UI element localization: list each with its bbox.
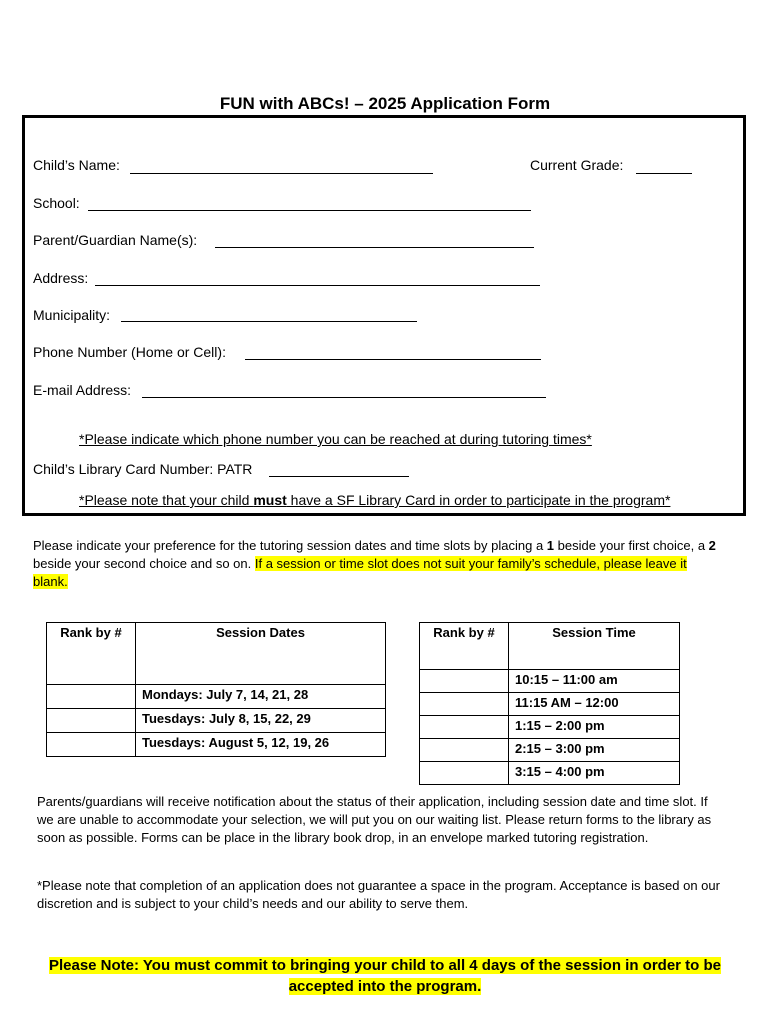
library-card-field[interactable]: [269, 476, 409, 477]
date-rank-cell[interactable]: [47, 685, 136, 709]
email-field[interactable]: [142, 397, 546, 398]
child-name-field[interactable]: [130, 173, 433, 174]
disclaimer-paragraph: *Please note that completion of an application does not guarantee a space in the program. Acceptance is based on our discretion and is subject to your child’s needs and our ability to serve them.: [37, 878, 720, 911]
dates-rank-header: Rank by #: [47, 623, 136, 685]
address-label: Address:: [33, 270, 89, 286]
times-header: Session Time: [509, 623, 680, 670]
time-rank-cell[interactable]: [420, 739, 509, 762]
phone-note: *Please indicate which phone number you can be reached at during tutoring times*: [79, 431, 592, 447]
preference-highlight: If a session or time slot does not suit your family’s schedule, please leave it blank.: [33, 556, 687, 589]
school-label: School:: [33, 195, 80, 211]
date-rank-cell[interactable]: [47, 709, 136, 733]
date-row: Mondays: July 7, 14, 21, 28: [136, 685, 386, 709]
applicant-info-box: [22, 115, 746, 516]
school-field[interactable]: [88, 210, 531, 211]
time-row: 3:15 – 4:00 pm: [509, 762, 680, 785]
time-row: 11:15 AM – 12:00: [509, 693, 680, 716]
times-rank-header: Rank by #: [420, 623, 509, 670]
notification-paragraph: Parents/guardians will receive notification about the status of their application, including session date and time slot. If we are unable to accommodate your selection, we will put you on our waiting list. Please return forms to the library as soon as possible. Forms can be place in the library book drop, in an envelope marked tutoring registration.: [37, 794, 712, 845]
guardian-label: Parent/Guardian Name(s):: [33, 232, 198, 248]
guardian-field[interactable]: [215, 247, 534, 248]
date-row: Tuesdays: August 5, 12, 19, 26: [136, 733, 386, 757]
municipality-label: Municipality:: [33, 307, 111, 323]
phone-label: Phone Number (Home or Cell):: [33, 344, 226, 360]
time-rank-cell[interactable]: [420, 670, 509, 693]
date-rank-cell[interactable]: [47, 733, 136, 757]
library-card-label: Child’s Library Card Number: PATR: [33, 461, 253, 477]
dates-header: Session Dates: [136, 623, 386, 685]
session-dates-table: [46, 622, 386, 757]
time-rank-cell[interactable]: [420, 693, 509, 716]
child-name-label: Child’s Name:: [33, 157, 120, 173]
form-title: FUN with ABCs! – 2025 Application Form: [219, 94, 551, 113]
current-grade-field[interactable]: [636, 173, 692, 174]
time-row: 1:15 – 2:00 pm: [509, 716, 680, 739]
email-label: E-mail Address:: [33, 382, 132, 398]
time-row: 10:15 – 11:00 am: [509, 670, 680, 693]
date-row: Tuesdays: July 8, 15, 22, 29: [136, 709, 386, 733]
time-row: 2:15 – 3:00 pm: [509, 739, 680, 762]
time-rank-cell[interactable]: [420, 716, 509, 739]
municipality-field[interactable]: [121, 321, 417, 322]
preference-instructions: Please indicate your preference for the tutoring session dates and time slots by placing a 1 beside your first choice, a 2 beside your second choice and so on. If a session or time slot does not suit your family’s schedule, please leave it blank.: [33, 538, 716, 589]
commitment-note: Please Note: You must commit to bringing your child to all 4 days of the session in order to be accepted into the program.: [48, 957, 722, 995]
library-card-note: *Please note that your child must have a SF Library Card in order to participate in the program*: [79, 492, 671, 508]
time-rank-cell[interactable]: [420, 762, 509, 785]
address-field[interactable]: [95, 285, 540, 286]
phone-field[interactable]: [245, 359, 541, 360]
current-grade-label: Current Grade:: [530, 157, 624, 173]
session-times-table: [419, 622, 680, 785]
